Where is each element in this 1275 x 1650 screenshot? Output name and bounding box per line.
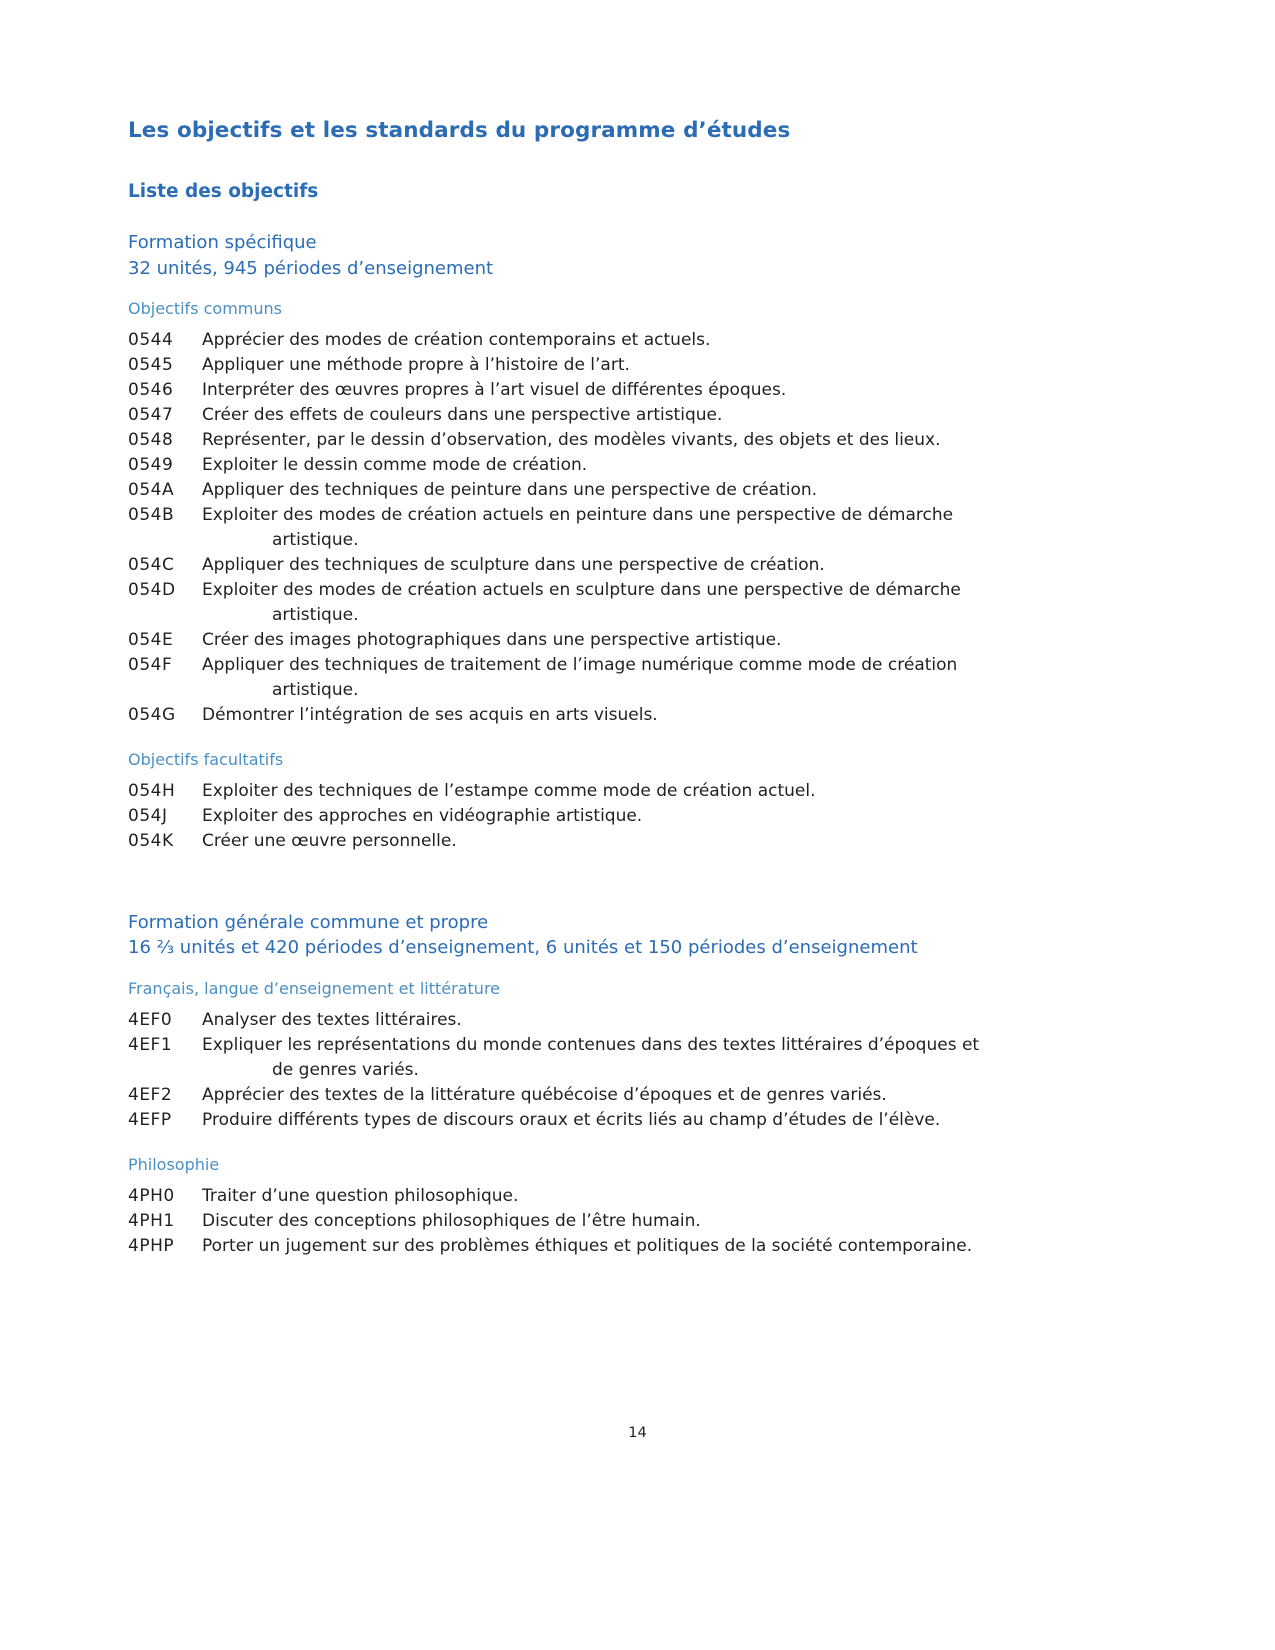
list-item bbox=[128, 628, 1145, 653]
objective-text bbox=[202, 1033, 1082, 1083]
objective-code: 0549 bbox=[128, 455, 174, 476]
objective-text: Représenter, par le dessin d’observation, des modèles vivants, des objets et des lieux. bbox=[202, 430, 941, 451]
objective-list-francais bbox=[128, 1008, 1145, 1133]
objective-text: Analyser des textes littéraires. bbox=[202, 1009, 462, 1030]
objective-code: 054H bbox=[128, 780, 176, 801]
objective-code: 4EF0 bbox=[128, 1009, 173, 1030]
list-item bbox=[128, 1108, 1145, 1133]
list-item bbox=[128, 328, 1145, 353]
objective-text: Interpréter des œuvres propres à l’art visuel de différentes époques. bbox=[202, 380, 787, 401]
list-item bbox=[128, 779, 1145, 804]
block-heading-line1: Formation spécifique bbox=[128, 232, 317, 253]
objective-list-communs bbox=[128, 328, 1145, 728]
objective-code: 0548 bbox=[128, 430, 174, 451]
objective-text-continuation: artistique. bbox=[272, 604, 359, 625]
page-number: 14 bbox=[628, 1425, 647, 1441]
section-title: Liste des objectifs bbox=[128, 181, 319, 202]
list-item bbox=[128, 1184, 1145, 1209]
subheading-philosophie: Philosophie bbox=[128, 1154, 220, 1174]
objective-text bbox=[202, 503, 1082, 553]
list-item bbox=[128, 1083, 1145, 1108]
list-item bbox=[128, 353, 1145, 378]
list-item bbox=[128, 1033, 1145, 1083]
objective-code: 0544 bbox=[128, 330, 174, 351]
subheading-francais: Français, langue d’enseignement et littérature bbox=[128, 978, 501, 998]
objective-text: Exploiter le dessin comme mode de création. bbox=[202, 455, 588, 476]
objective-code: 054J bbox=[128, 805, 168, 826]
block-heading-line1: Formation générale commune et propre bbox=[128, 911, 489, 933]
list-item bbox=[128, 553, 1145, 578]
objective-text: Appliquer des techniques de sculpture dans une perspective de création. bbox=[202, 554, 825, 575]
objective-list-facultatifs bbox=[128, 779, 1145, 854]
list-item bbox=[128, 428, 1145, 453]
objective-code: 054B bbox=[128, 504, 175, 525]
subheading-objectifs-facultatifs: Objectifs facultatifs bbox=[128, 749, 284, 769]
objective-code: 4PH0 bbox=[128, 1185, 175, 1206]
objective-text: Créer des images photographiques dans une perspective artistique. bbox=[202, 629, 782, 650]
objective-text-line1: Exploiter des modes de création actuels en peinture dans une perspective de démarche bbox=[202, 504, 954, 525]
subheading-objectifs-communs: Objectifs communs bbox=[128, 299, 282, 319]
objective-text: Créer des effets de couleurs dans une perspective artistique. bbox=[202, 405, 723, 426]
objective-code: 0546 bbox=[128, 380, 174, 401]
objective-text: Apprécier des textes de la littérature québécoise d’époques et de genres variés. bbox=[202, 1084, 887, 1105]
objective-code: 054C bbox=[128, 554, 175, 575]
block-heading-formation-generale bbox=[128, 910, 1145, 961]
objective-text bbox=[202, 653, 1082, 703]
list-item bbox=[128, 453, 1145, 478]
page-title: Les objectifs et les standards du programme d’études bbox=[128, 118, 791, 143]
objective-text: Produire différents types de discours oraux et écrits liés au champ d’études de l’élève. bbox=[202, 1109, 941, 1130]
objective-code: 054A bbox=[128, 480, 175, 500]
objective-code: 4EFP bbox=[128, 1109, 172, 1130]
block-heading-line2: 32 unités, 945 périodes d’enseignement bbox=[128, 257, 494, 279]
objective-code: 054E bbox=[128, 629, 174, 650]
objective-text-continuation: de genres variés. bbox=[272, 1059, 419, 1080]
list-item bbox=[128, 653, 1145, 703]
objective-code: 054K bbox=[128, 830, 174, 851]
objective-text bbox=[202, 578, 1082, 628]
objective-text-continuation: artistique. bbox=[272, 679, 359, 700]
list-item bbox=[128, 503, 1145, 553]
list-item bbox=[128, 403, 1145, 428]
objective-code: 4PH1 bbox=[128, 1210, 175, 1231]
objective-text: Discuter des conceptions philosophiques de l’être humain. bbox=[202, 1210, 701, 1231]
objective-text: Exploiter des approches en vidéographie artistique. bbox=[202, 805, 643, 826]
objective-list-philosophie bbox=[128, 1184, 1145, 1259]
list-item bbox=[128, 703, 1145, 728]
objective-code: 054D bbox=[128, 579, 176, 600]
objective-code: 4PHP bbox=[128, 1235, 175, 1256]
list-item bbox=[128, 829, 1145, 854]
objective-text: Exploiter des techniques de l’estampe comme mode de création actuel. bbox=[202, 780, 816, 801]
objective-text: Appliquer des techniques de peinture dans une perspective de création. bbox=[202, 480, 818, 500]
objective-text: Porter un jugement sur des problèmes éthiques et politiques de la société contemporaine. bbox=[202, 1235, 973, 1256]
objective-text-continuation: artistique. bbox=[272, 529, 359, 550]
objective-text: Créer une œuvre personnelle. bbox=[202, 830, 457, 851]
objective-code: 0545 bbox=[128, 355, 174, 376]
list-item bbox=[128, 804, 1145, 829]
objective-code: 054G bbox=[128, 704, 176, 725]
objective-code: 0547 bbox=[128, 405, 174, 426]
list-item bbox=[128, 378, 1145, 403]
list-item bbox=[128, 1234, 1145, 1259]
objective-code: 4EF2 bbox=[128, 1084, 173, 1105]
objective-text-line1: Expliquer les représentations du monde contenues dans des textes littéraires d’époques et bbox=[202, 1034, 980, 1055]
objective-text: Apprécier des modes de création contemporains et actuels. bbox=[202, 330, 711, 351]
objective-code: 4EF1 bbox=[128, 1034, 173, 1055]
list-item bbox=[128, 1008, 1145, 1033]
objective-text-line1: Appliquer des techniques de traitement de l’image numérique comme mode de création bbox=[202, 654, 958, 675]
objective-text-line1: Exploiter des modes de création actuels en sculpture dans une perspective de démarche bbox=[202, 579, 961, 600]
objective-text: Appliquer une méthode propre à l’histoire de l’art. bbox=[202, 355, 630, 376]
objective-code: 054F bbox=[128, 654, 173, 675]
section-spacer bbox=[128, 854, 1145, 910]
list-item bbox=[128, 478, 1145, 503]
list-item bbox=[128, 1209, 1145, 1234]
objective-text: Traiter d’une question philosophique. bbox=[202, 1185, 519, 1206]
block-heading-formation-specifique bbox=[128, 230, 1145, 281]
list-item bbox=[128, 578, 1145, 628]
block-heading-line2: 16 ⅔ unités et 420 périodes d’enseignement, 6 unités et 150 périodes d’enseignement bbox=[128, 937, 918, 959]
objective-text: Démontrer l’intégration de ses acquis en arts visuels. bbox=[202, 704, 658, 725]
